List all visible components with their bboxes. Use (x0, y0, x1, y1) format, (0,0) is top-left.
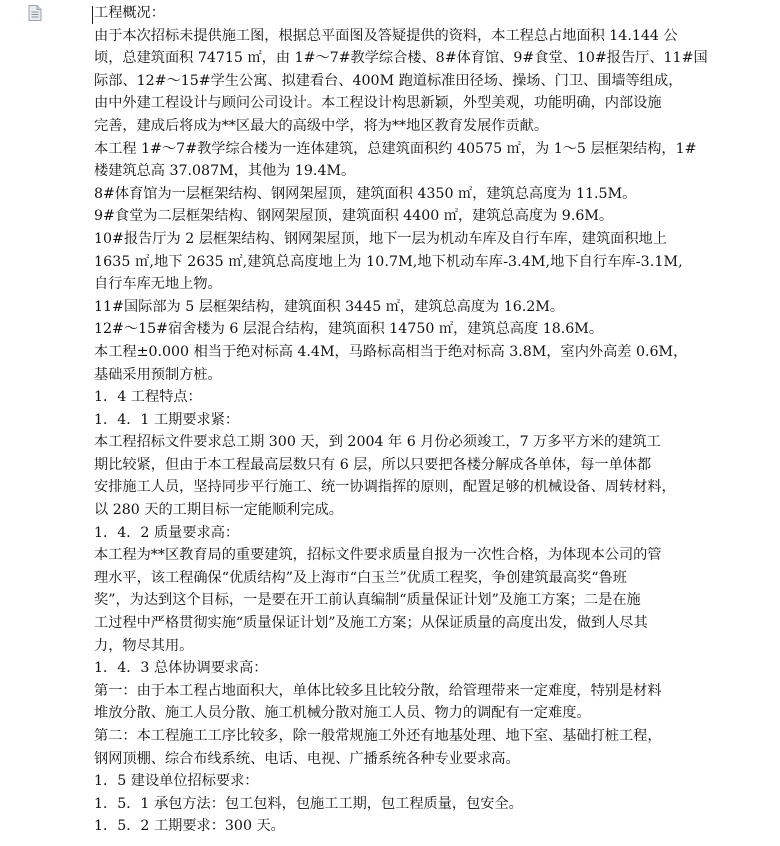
paragraph-line: 第一：由于本工程占地面积大，单体比较多且比较分散，给管理带来一定难度，特别是材料 (94, 682, 662, 699)
subsection-heading: 1．4．2 质量要求高： (94, 524, 240, 541)
paragraph-line: 由中外建工程设计与顾问公司设计。本工程设计构思新颖，外型美观，功能明确，内部设施 (94, 95, 662, 112)
paragraph-line: 期比较紧，但由于本工程最高层数只有 6 层，所以只要把各楼分解成各单体，每一单体都 (94, 456, 652, 473)
paragraph-line: 钢网顶棚、综合布线系统、电话、电视、广播系统各种专业要求高。 (94, 750, 520, 767)
subsection-heading: 1．5．2 工期要求：300 天。 (94, 818, 285, 835)
paragraph-line: 堆放分散、施工人员分散、施工机械分散对施工人员、物力的调配有一定难度。 (94, 705, 591, 722)
paragraph-line: 11#国际部为 5 层框架结构，建筑面积 3445 ㎡，建筑总高度为 16.2M。 (94, 298, 565, 315)
paragraph-line: 8#体育馆为一层框架结构、钢网架屋顶，建筑面积 4350 ㎡，建筑总高度为 11.5M。 (94, 185, 637, 202)
paragraph-line: 1635 ㎡,地下 2635 ㎡,建筑总高度地上为 10.7M,地下机动车库-3.4M,地下自行车库-3.1M, (94, 253, 683, 270)
paragraph-line: 12#～15#宿舍楼为 6 层混合结构，建筑面积 14750 ㎡，建筑总高度 18.6M。 (94, 321, 604, 338)
section-heading: 工程概况： (94, 5, 165, 21)
paragraph-line: 本工程为**区教育局的重要建筑，招标文件要求质量自报为一次性合格，为体现本公司的管 (94, 547, 662, 564)
paragraph-line: 由于本次招标未提供施工图，根据总平面图及答疑提供的资料，本工程总占地面积 14.144 公 (94, 27, 678, 44)
paragraph-line: 基础采用预制方桩。 (94, 366, 222, 383)
section-heading: 1．5 建设单位招标要求： (94, 773, 259, 790)
paragraph-line: 10#报告厅为 2 层框架结构、钢网架屋顶，地下一层为机动车库及自行车库，建筑面积地上 (94, 230, 667, 247)
paragraph-line: 工过程中严格贯彻实施“质量保证计划”及施工方案；从保证质量的高度出发，做到人尽其 (94, 615, 648, 632)
paragraph-line: 际部、12#～15#学生公寓、拟建看台、400M 跑道标准田径场、操场、门卫、围墙等组成， (94, 72, 683, 89)
paragraph-line: 顷，总建筑面积 74715 ㎡，由 1#～7#教学综合楼、8#体育馆、9#食堂、10#报告厅、11#国 (94, 50, 708, 67)
paragraph-line: 自行车库无地上物。 (94, 276, 222, 293)
subsection-heading: 1．5．1 承包方法：包工包料，包施工工期，包工程质量，包安全。 (94, 795, 523, 812)
document-body[interactable] (94, 2, 720, 838)
paragraph-line: 完善，建成后将成为**区最大的高级中学，将为**地区教育发展作贡献。 (94, 117, 549, 134)
paragraph-line: 本工程 1#～7#教学综合楼为一连体建筑，总建筑面积约 40575 ㎡，为 1～5 层框架结构，1# (94, 140, 697, 157)
subsection-heading: 1．4．1 工期要求紧： (94, 411, 240, 428)
subsection-heading: 1．4．3 总体协调要求高： (94, 660, 268, 677)
paragraph-line: 本工程招标文件要求总工期 300 天，到 2004 年 6 月份必须竣工，7 万多平方米的建筑工 (94, 434, 661, 451)
text-cursor (92, 6, 93, 24)
paragraph-line: 本工程±0.000 相当于绝对标高 4.4M，马路标高相当于绝对标高 3.8M，室内外高差 0.6M， (94, 343, 688, 360)
paragraph-line: 理水平，该工程确保“优质结构”及上海市“白玉兰”优质工程奖，争创建筑最高奖“鲁班 (94, 569, 627, 586)
section-heading: 1．4 工程特点： (94, 389, 202, 406)
document-icon[interactable] (26, 5, 44, 21)
paragraph-line: 第二：本工程施工工序比较多，除一般常规施工外还有地基处理、地下室、基础打桩工程， (94, 728, 662, 744)
paragraph-line: 奖”，为达到这个目标，一是要在开工前认真编制“质量保证计划”及施工方案；二是在施 (94, 592, 641, 609)
paragraph-line: 楼建筑总高 37.087M，其他为 19.4M。 (94, 163, 356, 180)
paragraph-line: 9#食堂为二层框架结构、钢网架屋顶，建筑面积 4400 ㎡，建筑总高度为 9.6M。 (94, 208, 614, 225)
paragraph-line: 安排施工人员，坚持同步平行施工、统一协调指挥的原则，配置足够的机械设备、周转材料， (94, 479, 676, 496)
paragraph-line: 以 280 天的工期目标一定能顺利完成。 (94, 502, 343, 519)
paragraph-line: 力，物尽其用。 (94, 637, 194, 654)
